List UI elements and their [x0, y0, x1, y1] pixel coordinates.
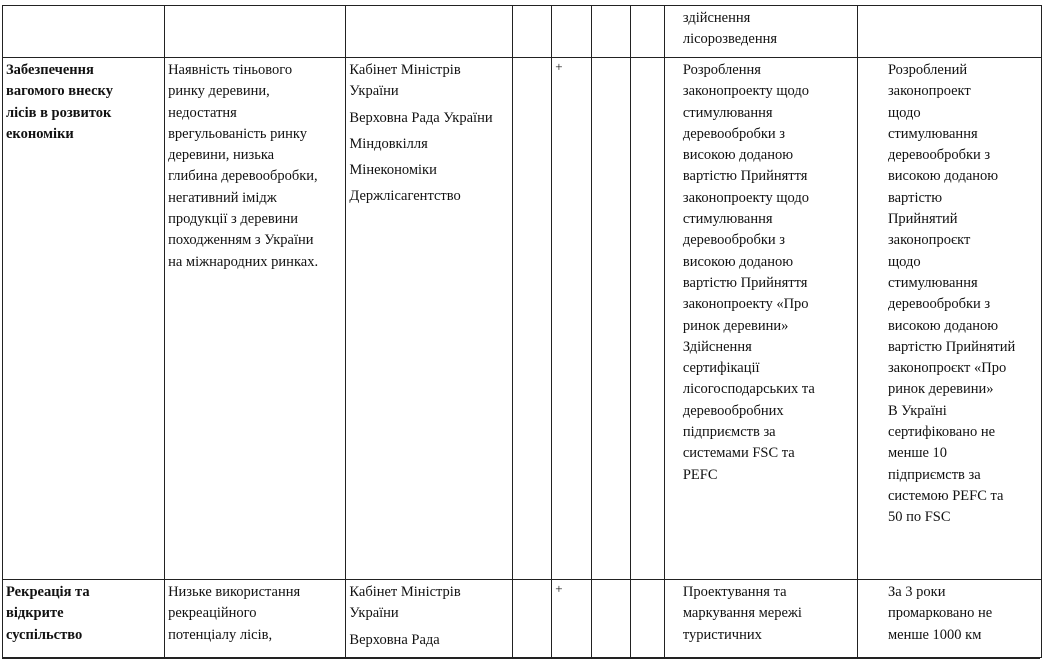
- cell-tasks: [664, 58, 857, 580]
- cell-col-7: [631, 6, 665, 58]
- cell-responsible: [346, 6, 513, 58]
- plus-mark: +: [555, 59, 563, 74]
- cell-indicators: [857, 58, 1041, 580]
- responsible-body: Кабінет Міністрів України: [349, 62, 461, 100]
- cell-text: Забезпечення вагомого внеску лісів в розвиток економіки: [6, 62, 113, 142]
- table-body: [3, 6, 1042, 658]
- cell-col-6: [592, 58, 631, 580]
- responsible-body: Міндовкілля: [349, 135, 428, 152]
- cell-text: Розроблений законопроект щодо стимулювання деревообробки з високою доданою вартістю Прийнятий законопроєкт щодо стимулювання деревообробки з високою доданою вартістю Прийнятий законопроєкт «Про ринок деревини» В Україні сертифіковано не менше 10 підприємств за системою PEFC та 50 по FSC: [887, 62, 1016, 526]
- cell-indicators: [857, 6, 1041, 58]
- cell-text: здійснення лісорозведення: [682, 10, 778, 48]
- cell-responsible: [346, 580, 513, 658]
- cell-tasks: [664, 6, 857, 58]
- table-row: [3, 6, 1042, 58]
- cell-col-5: [552, 58, 592, 580]
- cell-problem: [165, 6, 346, 58]
- cell-col-7: [631, 580, 665, 658]
- plus-mark: +: [555, 581, 563, 596]
- cell-problem: [165, 58, 346, 580]
- strategy-table: [2, 5, 1042, 658]
- cell-col-7: [631, 58, 665, 580]
- responsible-body: Держлісагентство: [349, 188, 461, 205]
- cell-col-4: [513, 580, 552, 658]
- cell-responsible: [346, 58, 513, 580]
- cell-text: Розроблення законопроекту щодо стимулювання деревообробки з високою доданою вартістю Прийняття законопроекту щодо стимулювання деревообробки з високою доданою вартістю Прийняття законопроекту «Про ринок деревини» Здійснення сертифікації лісогосподарських та деревообробних підприємств за системами FSC та PEFC: [682, 62, 815, 483]
- cell-text: За 3 роки промарковано не менше 1000 км: [887, 584, 993, 643]
- cell-col-5: [552, 580, 592, 658]
- table-row: [3, 58, 1042, 580]
- cell-text: Рекреація та відкрите суспільство: [6, 584, 90, 643]
- cell-text: Наявність тіньового ринку деревини, недостатня врегульованість ринку деревини, низька глибина деревообробки, негативний імідж продукції з деревини походженням з України на міжнародних ринках.: [168, 62, 319, 270]
- cell-goal: [3, 6, 165, 58]
- responsible-body: Верховна Рада: [349, 631, 440, 648]
- cell-tasks: [664, 580, 857, 658]
- cell-indicators: [857, 580, 1041, 658]
- responsible-body: Верховна Рада України: [349, 109, 493, 126]
- cell-goal: [3, 580, 165, 658]
- cell-col-4: [513, 58, 552, 580]
- cell-col-6: [592, 6, 631, 58]
- cell-text: Проектування та маркування мережі туристичних: [682, 584, 802, 643]
- cell-goal: [3, 58, 165, 580]
- cell-col-5: [552, 6, 592, 58]
- table-row: [3, 580, 1042, 658]
- cell-col-6: [592, 580, 631, 658]
- responsible-body: Кабінет Міністрів України: [349, 584, 461, 622]
- table-bottom-border: [2, 658, 1040, 659]
- cell-text: Низьке використання рекреаційного потенціалу лісів,: [168, 584, 301, 643]
- responsible-body: Мінекономіки: [349, 162, 437, 179]
- cell-problem: [165, 580, 346, 658]
- cell-col-4: [513, 6, 552, 58]
